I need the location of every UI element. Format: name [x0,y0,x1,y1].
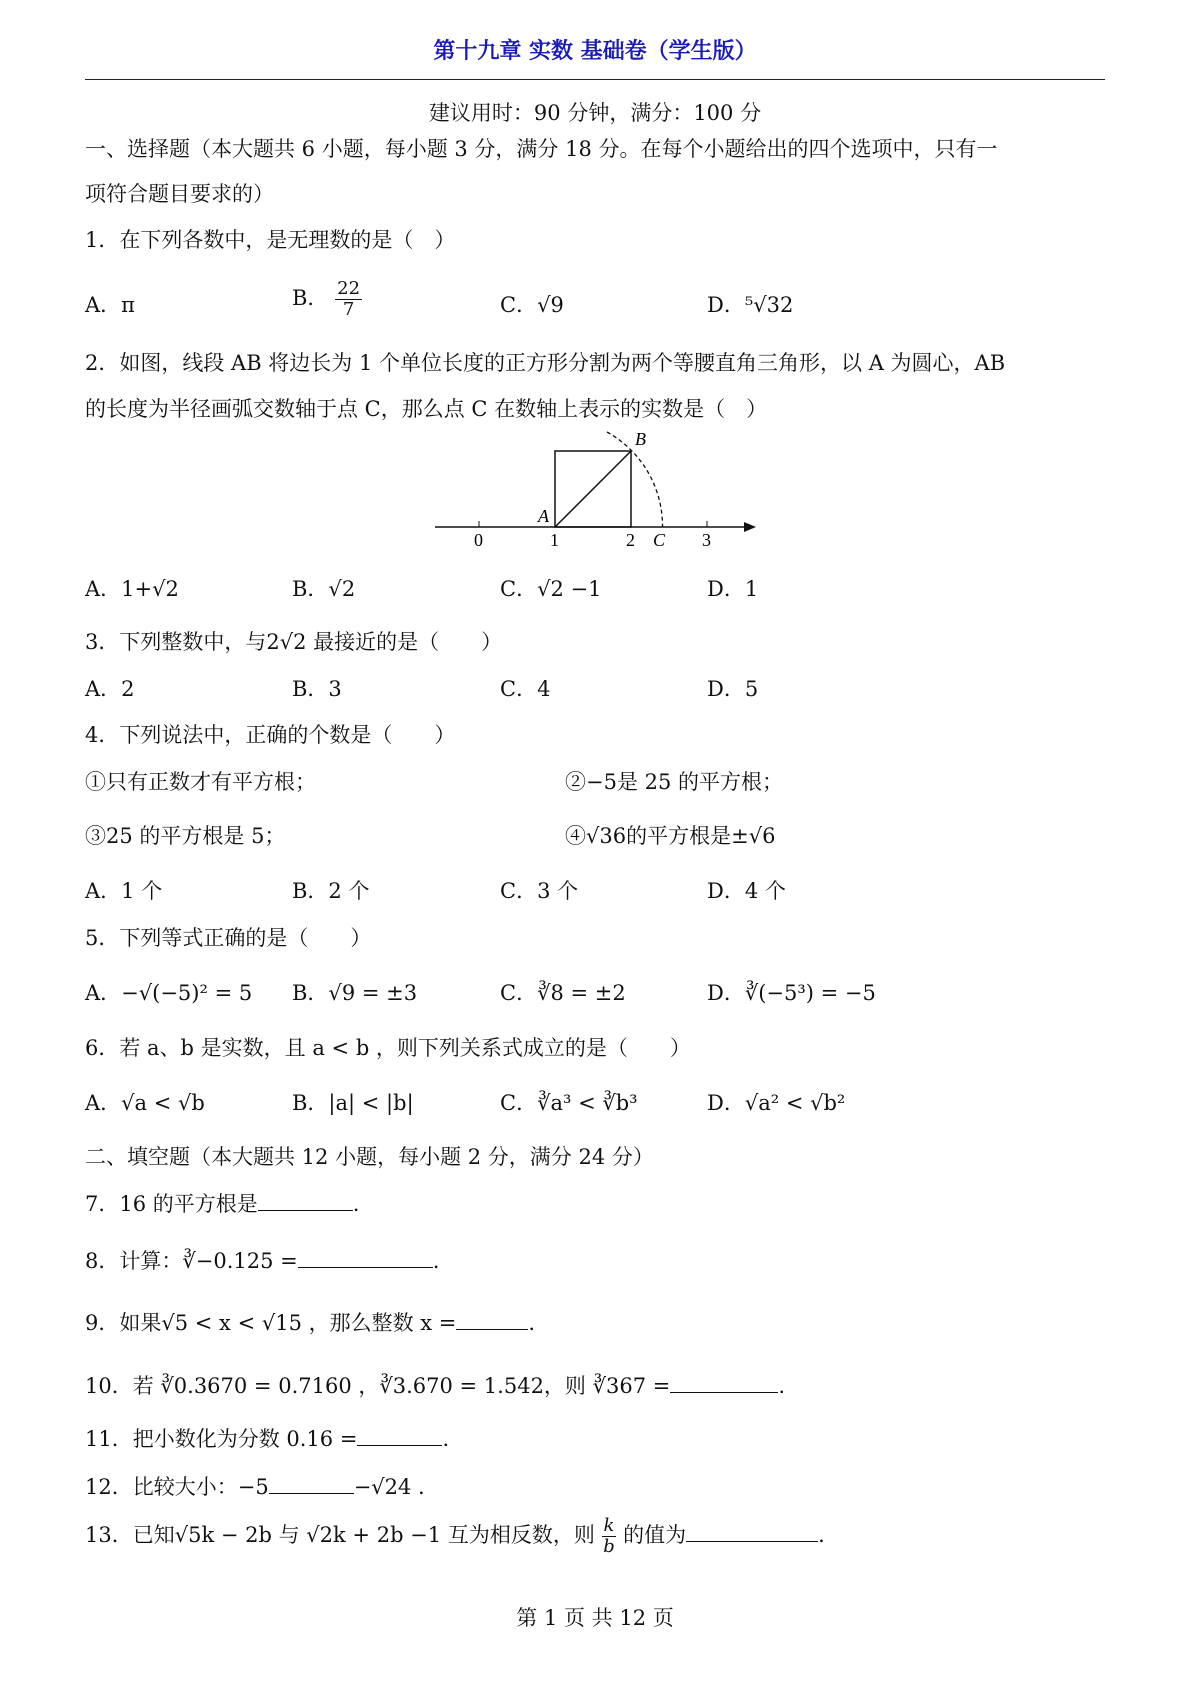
q12 [85,1471,425,1501]
q8: 8．计算：∛−0.125 = . [85,1249,440,1273]
q1-option-b-fraction [335,279,362,320]
q7: 7．16 的平方根是 . [85,1192,360,1216]
q7-text: 7．16 的平方根是 [85,1192,258,1216]
q6-option-c: C．∛a³ < ∛b³ [500,1091,638,1115]
section1-heading-line1: 一、选择题（本大题共 6 小题，每小题 3 分，满分 18 分。在每个小题给出的四个选项中，只有一 [85,137,998,161]
q13-fraction-k-over-b [602,1516,617,1557]
q4-statement-2: ②−5是 25 的平方根； [565,770,784,794]
q6-option-a: A．√a < √b [85,1091,205,1115]
tick-label-0: 0 [474,530,483,550]
q6-stem: 6．若 a、b 是实数，且 a < b ，则下列关系式成立的是（ ） [85,1036,691,1060]
tick-label-2: 2 [626,530,635,550]
q2-option-d: D．1 [707,577,759,601]
q1-b-numerator: 22 [337,278,361,299]
q2-option-c: C．√2 −1 [500,577,602,601]
q1-option-b-label: B． [292,286,329,310]
q13-numerator: k [603,1515,615,1536]
q4-statement-4: ④√36的平方根是±√6 [565,824,776,848]
q1-b-denominator: 7 [342,299,355,320]
q5-option-d: D．∛(−5³) = −5 [707,981,876,1005]
q1-option-d: D．⁵√32 [707,293,794,317]
q4-option-a: A．1 个 [85,879,163,903]
tick-label-3: 3 [702,530,711,550]
q13-right: 的值为 [623,1523,687,1547]
q12-answer-blank[interactable] [269,1473,354,1494]
q6-option-d: D．√a² < √b² [707,1091,846,1115]
q4-option-c: C．3 个 [500,879,579,903]
q5-stem: 5．下列等式正确的是（ ） [85,926,372,950]
q5-option-a: A．−√(−5)² = 5 [85,981,253,1005]
q12-left: 12．比较大小：−5 [85,1475,269,1499]
q1-stem: 1．在下列各数中，是无理数的是（ ） [85,228,456,252]
q13-left: 13．已知√5k − 2b 与 √2k + 2b −1 互为相反数，则 [85,1523,595,1547]
q13-denominator: b [603,1536,615,1557]
label-c: C [653,530,666,550]
page-footer: 第 1 页 共 12 页 [516,1606,674,1630]
q3-stem: 3．下列整数中，与2√2 最接近的是（ ） [85,630,503,654]
header-rule [85,79,1105,80]
q11-text: 11．把小数化为分数 0.16 = [85,1427,358,1451]
number-line-figure [430,425,770,555]
q5-option-c: C．∛8 = ±2 [500,981,626,1005]
q6-option-b: B．|a| < |b| [292,1091,414,1115]
section2-heading: 二、填空题（本大题共 12 小题，每小题 2 分，满分 24 分） [85,1145,654,1169]
q2-option-b: B．√2 [292,577,356,601]
q7-answer-blank[interactable] [258,1190,353,1211]
label-b: B [635,429,646,449]
q9-text: 9．如果√5 < x < √15 ，那么整数 x = [85,1311,457,1335]
q8-answer-blank[interactable] [298,1247,433,1268]
tick-label-1: 1 [550,530,559,550]
q2-stem-line1: 2．如图，线段 AB 将边长为 1 个单位长度的正方形分割为两个等腰直角三角形，以 A 为圆心，AB [85,351,1006,375]
doc-title: 第十九章 实数 基础卷（学生版） [433,39,757,64]
label-a: A [538,506,549,526]
q4-option-d: D．4 个 [707,879,786,903]
q1-option-a: A．π [85,293,135,317]
q4-option-b: B．2 个 [292,879,370,903]
q3-option-a: A．2 [85,677,135,701]
q12-right: −√24 . [353,1475,425,1499]
q5-option-b: B．√9 = ±3 [292,981,418,1005]
axis-arrow-icon [744,522,756,532]
q2-option-a: A．1+√2 [85,577,179,601]
q10-answer-blank[interactable] [670,1372,778,1393]
segment-ab [555,451,631,527]
q1-option-c: C．√9 [500,293,564,317]
q11-answer-blank[interactable] [357,1425,442,1446]
q3-option-d: D．5 [707,677,759,701]
q9: 9．如果√5 < x < √15 ，那么整数 x = . [85,1311,536,1335]
time-score-info: 建议用时：90 分钟，满分：100 分 [428,101,762,125]
q4-statement-3: ③25 的平方根是 5； [85,824,286,848]
q11: 11．把小数化为分数 0.16 = . [85,1427,450,1451]
q8-text: 8．计算：∛−0.125 = [85,1249,298,1273]
q2-stem-line2: 的长度为半径画弧交数轴于点 C，那么点 C 在数轴上表示的实数是（ ） [85,397,768,421]
q3-option-b: B．3 [292,677,342,701]
q9-answer-blank[interactable] [456,1309,528,1330]
q4-statement-1: ①只有正数才有平方根； [85,770,316,794]
section1-heading-line2: 项符合题目要求的） [85,182,274,206]
q13-answer-blank[interactable] [686,1521,818,1542]
q4-stem: 4．下列说法中，正确的个数是（ ） [85,723,456,747]
q13: 13．已知√5k − 2b 与 √2k + 2b −1 互为相反数，则 $\frac{k}{b}$ 的值为 . [85,1515,825,1557]
q1-option-b [292,279,362,320]
q10-text: 10．若 ∛0.3670 = 0.7160 ，∛3.670 = 1.542，则 ∛367 = [85,1374,671,1398]
q3-option-c: C．4 [500,677,551,701]
q10: 10．若 ∛0.3670 = 0.7160 ，∛3.670 = 1.542，则 ∛367 = . [85,1374,786,1398]
